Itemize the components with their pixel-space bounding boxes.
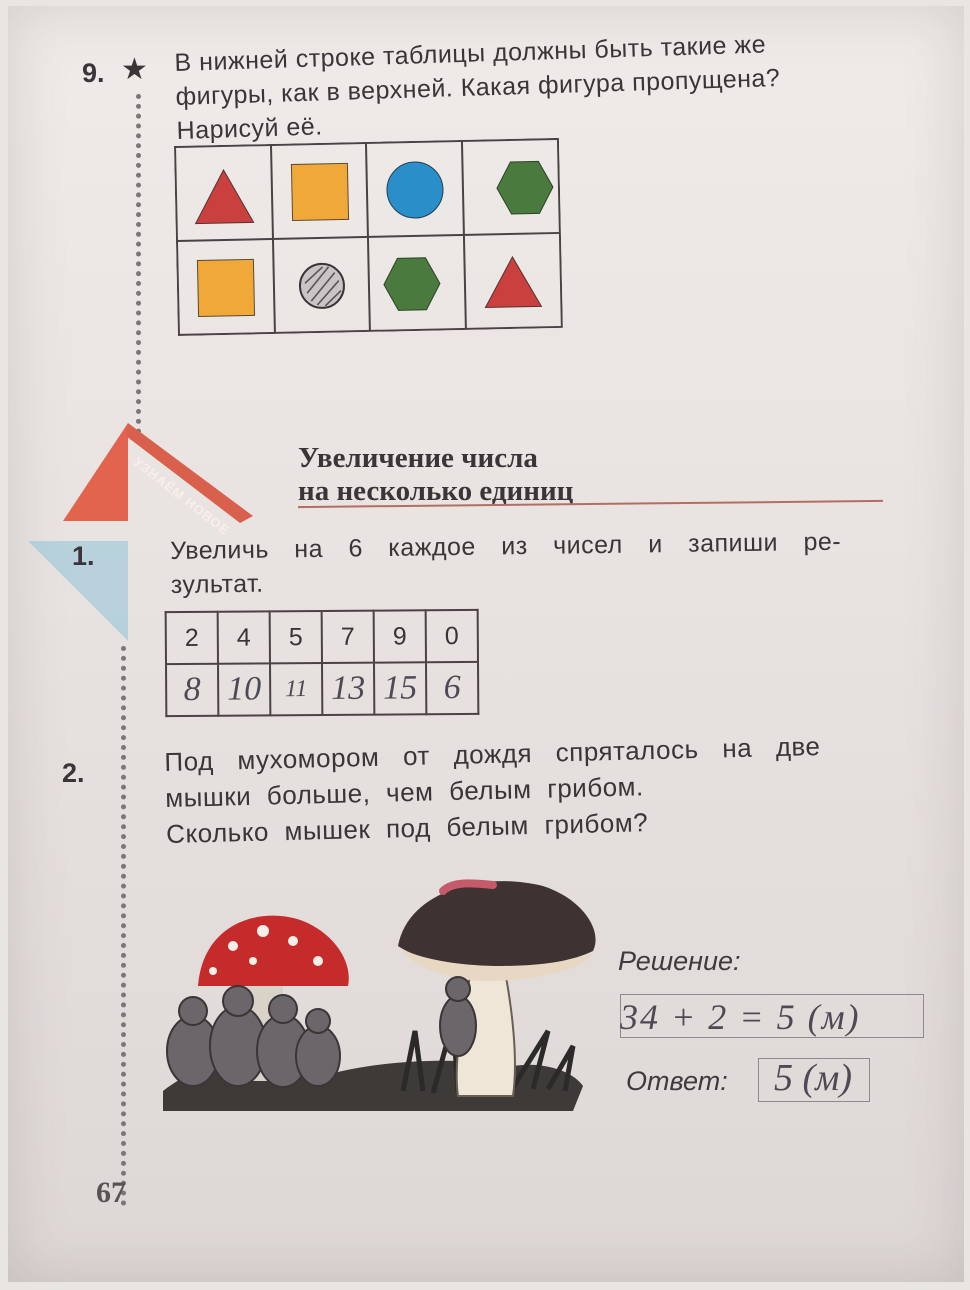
text-line: Сколько мышек под белым грибом?	[165, 807, 649, 849]
answer-label: Ответ:	[626, 1066, 728, 1096]
fly-agaric-cap	[198, 916, 349, 986]
red-triangle	[484, 256, 541, 307]
workbook-page	[8, 6, 964, 1282]
handwritten-answer-cell: 11	[270, 663, 322, 715]
text-line: мышки больше, чем белым грибом.	[164, 771, 645, 813]
mushrooms-with-mice-illustration	[153, 861, 603, 1121]
handwritten-answer-cell: 15	[374, 662, 426, 714]
task-number: 1.	[72, 541, 95, 571]
section-ribbon-label: УЗНАЁМ НОВОЕ	[130, 454, 233, 539]
text-line: Увеличь на 6 каждое из чисел и запиши ре-	[170, 527, 842, 565]
table-cell: 0	[426, 610, 478, 662]
margin-dotted-line	[136, 94, 141, 434]
mice-group	[167, 986, 340, 1087]
table-cell: 2	[166, 612, 218, 664]
orange-square	[291, 163, 348, 220]
handwritten-answer: 5 (м)	[774, 1057, 853, 1099]
title-line: Увеличение числа	[298, 442, 538, 474]
handwritten-solution: 34 + 2 = 5 (м)	[620, 997, 861, 1037]
green-hexagon	[496, 161, 553, 214]
table-cell: 5	[270, 611, 322, 663]
numbers-table	[165, 609, 480, 717]
section-title	[298, 442, 573, 508]
task-number: 9.	[82, 58, 105, 88]
handwritten-answer-cell: 8	[166, 664, 218, 716]
mouse	[440, 977, 476, 1056]
task1-text	[170, 524, 891, 602]
handwritten-answer-cell: 6	[426, 662, 478, 714]
text-line: В нижней строке таблицы должны быть такие же	[174, 30, 767, 77]
shapes-table	[174, 138, 563, 341]
solution-label: Решение:	[618, 946, 741, 976]
text-line: фигуры, как в верхней. Какая фигура пропущена?	[175, 63, 781, 111]
table-cell: 9	[374, 610, 426, 662]
table-row	[166, 610, 478, 664]
drawn-circle	[300, 263, 345, 308]
star-icon: ★	[121, 53, 148, 86]
text-line: зультат.	[170, 569, 264, 599]
page-number: 67	[96, 1176, 126, 1209]
green-hexagon	[383, 257, 440, 310]
handwritten-answer-cell: 13	[322, 663, 374, 715]
red-triangle	[195, 169, 254, 223]
task2-text	[164, 726, 911, 852]
task-number: 2.	[62, 758, 85, 788]
title-line: на несколько единиц	[298, 475, 574, 507]
margin-dotted-line	[121, 646, 126, 1206]
shapes-grid	[174, 138, 563, 336]
text-line: Под мухомором от дождя спряталось на две	[164, 730, 821, 777]
text-line: Нарисуй её.	[176, 112, 324, 145]
boletus-cap	[398, 881, 596, 967]
blue-circle	[386, 161, 443, 218]
table-row	[166, 662, 478, 716]
table-cell: 7	[322, 611, 374, 663]
handwritten-answer-cell: 10	[218, 663, 270, 715]
task9-text	[174, 24, 877, 148]
table-cell: 4	[218, 611, 270, 663]
orange-square	[197, 259, 254, 316]
